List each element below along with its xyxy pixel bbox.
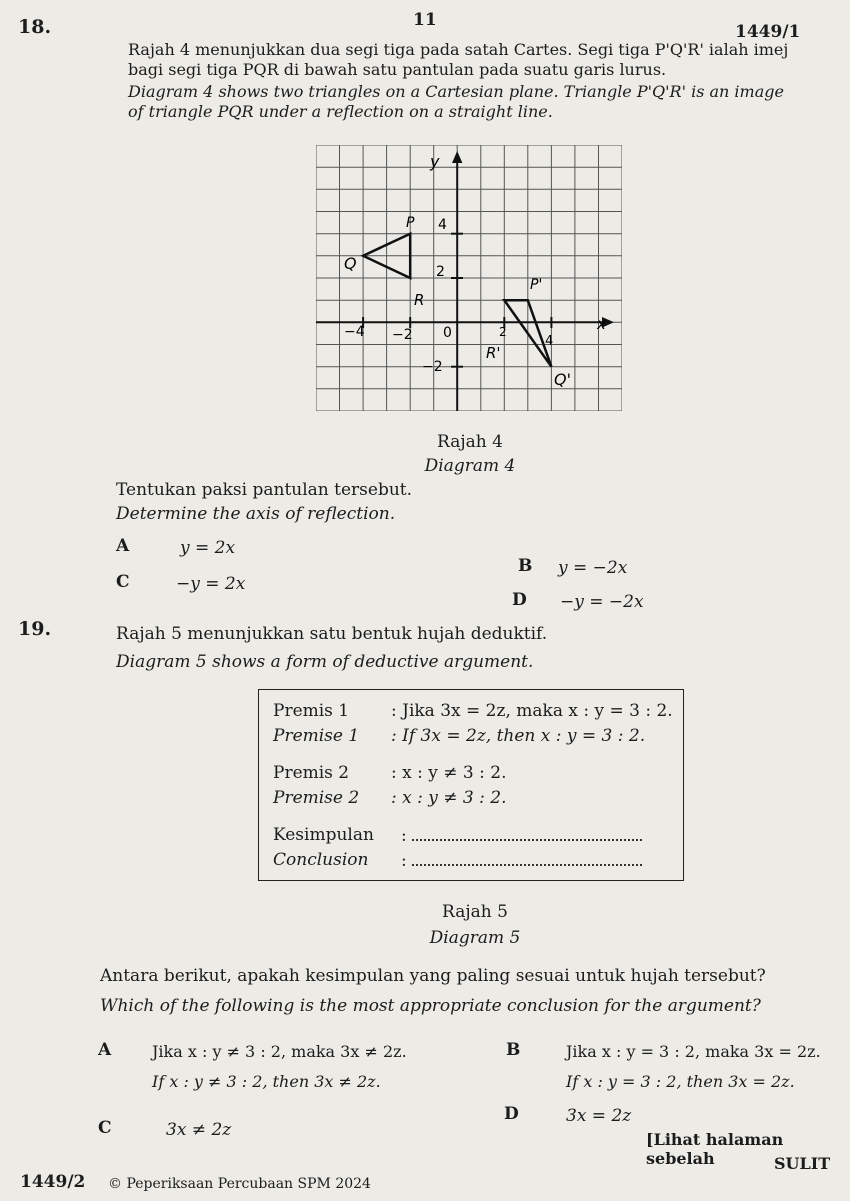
page-number: 11 — [413, 10, 437, 30]
q18-english-line1: Diagram 4 shows two triangles on a Cartesian plane. Triangle P'Q'R' is an image — [128, 82, 784, 101]
q19-question-malay: Antara berikut, apakah kesimpulan yang paling sesuai untuk hujah tersebut? — [100, 966, 766, 986]
vertex-label-p: P — [406, 215, 415, 231]
kesimpulan-label: Kesimpulan — [273, 825, 374, 845]
q18-option-c-text[interactable]: −y = 2x — [176, 574, 246, 594]
kesimpulan-answer-blank[interactable] — [401, 825, 642, 846]
diagram5-caption-english: Diagram 5 — [429, 928, 521, 948]
vertex-label-p-prime: P' — [530, 277, 543, 293]
kesimpulan-colon: : — [401, 826, 407, 846]
premise1-label: Premise 1 — [273, 726, 360, 746]
q19-english-line: Diagram 5 shows a form of deductive argument. — [116, 652, 534, 672]
q18-malay-line1: Rajah 4 menunjukkan dua segi tiga pada satah Cartes. Segi tiga P'Q'R' ialah imej — [128, 40, 789, 59]
conclusion-colon: : — [401, 851, 407, 871]
premis2-value: : x : y ≠ 3 : 2. — [391, 763, 507, 783]
premis1-value: : Jika 3x = 2z, maka x : y = 3 : 2. — [391, 701, 673, 721]
tick-label-x4: 4 — [545, 334, 554, 349]
diagram5-caption-malay: Rajah 5 — [442, 902, 508, 922]
vertex-label-r: R — [414, 291, 425, 309]
q19-option-a-line1[interactable]: Jika x : y ≠ 3 : 2, maka 3x ≠ 2z. — [152, 1042, 407, 1061]
y-axis-arrow — [452, 151, 462, 163]
paper-code: 1449/1 — [735, 22, 801, 42]
q18-option-b-letter[interactable]: B — [518, 556, 533, 576]
footer-copyright: © Peperiksaan Percubaan SPM 2024 — [108, 1176, 371, 1192]
q19-option-a-line2[interactable]: If x : y ≠ 3 : 2, then 3x ≠ 2z. — [152, 1072, 381, 1091]
q18-option-a-letter[interactable]: A — [116, 536, 130, 556]
premise2-label: Premise 2 — [273, 788, 360, 808]
tick-label-y4: 4 — [438, 217, 447, 233]
cartesian-diagram — [316, 145, 622, 411]
tick-label-y-neg2: −2 — [422, 359, 443, 375]
q18-question-english: Determine the axis of reflection. — [116, 504, 396, 524]
q19-option-d-letter[interactable]: D — [504, 1104, 519, 1124]
q18-malay-line2: bagi segi tiga PQR di bawah satu pantulan pada suatu garis lurus. — [128, 60, 667, 79]
conclusion-answer-blank[interactable] — [401, 850, 642, 871]
q18-option-c-letter[interactable]: C — [116, 572, 130, 592]
premis1-label: Premis 1 — [273, 701, 350, 721]
vertex-label-q: Q — [344, 254, 357, 273]
y-axis-label: y — [430, 152, 440, 171]
premis2-label: Premis 2 — [273, 763, 350, 783]
q19-number: 19. — [18, 618, 52, 640]
tick-label-x-neg4: −4 — [344, 324, 365, 340]
next-page-note: [Lihat halaman sebelah — [646, 1130, 784, 1168]
q19-option-a-letter[interactable]: A — [98, 1040, 112, 1060]
q19-option-b-line1[interactable]: Jika x : y = 3 : 2, maka 3x = 2z. — [566, 1042, 821, 1061]
q18-question-malay: Tentukan paksi pantulan tersebut. — [116, 480, 413, 500]
premise1-value: : If 3x = 2z, then x : y = 3 : 2. — [391, 726, 646, 746]
footer-code: 1449/2 — [20, 1172, 86, 1192]
tick-label-origin: 0 — [443, 325, 452, 341]
argument-box — [258, 689, 684, 881]
q18-option-d-letter[interactable]: D — [512, 590, 527, 610]
vertex-label-q-prime: Q' — [554, 370, 571, 389]
q19-option-b-line2[interactable]: If x : y = 3 : 2, then 3x = 2z. — [566, 1072, 795, 1091]
q18-number: 18. — [18, 16, 52, 38]
tick-label-y2: 2 — [436, 264, 445, 280]
diagram4-caption-malay: Rajah 4 — [437, 432, 503, 452]
q18-english-line2: of triangle PQR under a reflection on a straight line. — [128, 102, 553, 121]
premise2-value: : x : y ≠ 3 : 2. — [391, 788, 507, 808]
q19-option-d-text[interactable]: 3x = 2z — [566, 1106, 632, 1126]
vertex-label-r-prime: R' — [486, 344, 501, 362]
q19-question-english: Which of the following is the most appropriate conclusion for the argument? — [100, 996, 761, 1016]
tick-label-x-neg2: −2 — [392, 327, 413, 343]
x-axis-label: x — [597, 315, 606, 333]
q18-option-b-text[interactable]: y = −2x — [558, 558, 628, 578]
q19-option-c-text[interactable]: 3x ≠ 2z — [166, 1120, 232, 1140]
q18-option-d-text[interactable]: −y = −2x — [560, 592, 644, 612]
diagram4-caption-english: Diagram 4 — [424, 456, 516, 476]
q19-option-c-letter[interactable]: C — [98, 1118, 112, 1138]
q19-option-b-letter[interactable]: B — [506, 1040, 521, 1060]
sulit-label: SULIT — [774, 1154, 831, 1173]
tick-label-x2: 2 — [499, 325, 507, 339]
q18-option-a-text[interactable]: y = 2x — [180, 538, 236, 558]
conclusion-label: Conclusion — [273, 850, 369, 870]
q19-malay-line: Rajah 5 menunjukkan satu bentuk hujah deduktif. — [116, 624, 548, 644]
